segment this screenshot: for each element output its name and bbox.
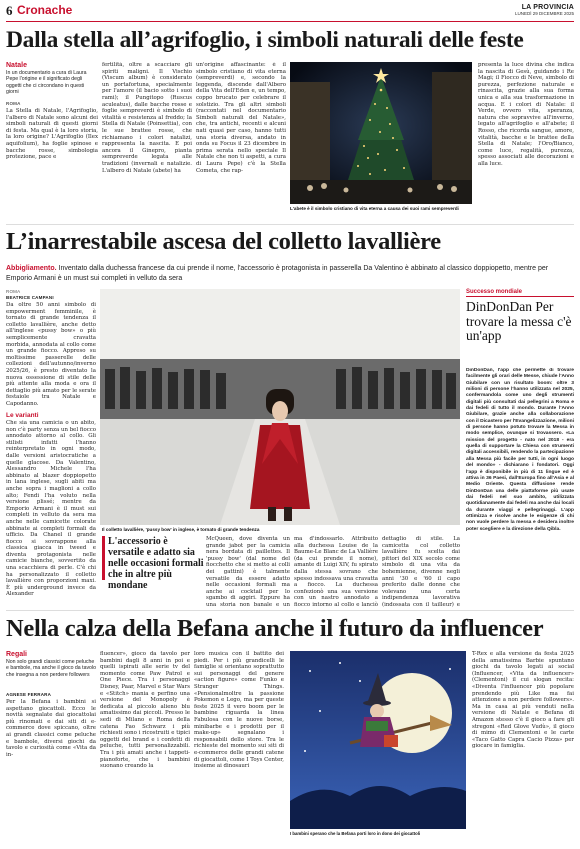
article3-column-5: T-Rex e alla versione da festa 2025 della amatissima Barbie spuntano giochi da tavolo legati ai social (Influencer, «Vita da influencer» (Clementoni) il cui slogan recita: «Diventa l'influencer più popolare prendendo più Like ma fai attenzione a non perdere followers». Ma in casa ai più venduti nella versione di Natale e Befana di Amazon stesso c'è il gioco a fare gli stregoni «Red Glove Vudù», il gioco di mimo di Clementoni e le carte «Taco Gatto Capra Cacio Pizza» per giocare in famiglia. [472, 651, 574, 750]
article2-column-1b: Che sia una camicia o un abito, non c'è party senza un bel fiocco annodato attorno al collo. Gli stilisti infatti l'hanno reinterpretato in ogni modo, dalle versioni aristocratiche a quelle glacose. Da Valentino, Alessandro Michele l'ha abbinato al blazer doppiopetto in lana inglese, sugli abiti ma anche sopra i maglioni a collo alto; Fendi l'ha voluto nella versione plissé; mentre da Emporio Armani è il must sui completi in velluto da sera ma anche nelle camicette colorate abbinate ai completi formali da ufficio. Da Chanel il grande fiocco si sovrappone alla classica giacca in tweed e diventa protagonista nelle camicie bianche, sovvertito da una scacchiera di perle. C'è chi ha personalizzato il colletto lavallière con proporzioni maxi. È più underground invece da Alexander [6, 420, 96, 598]
section-name: Cronache [17, 3, 73, 17]
article1-column-3: un'origine affascinante: è il simbolo cristiano di vita eterna (sempreverdi) e, secondo la leggenda, discende dall'Albero della Vita dell'Eden e, un tempo, coppo brucato per celebrare il solstizio. Tra gli altri simboli (raccontati nel documentario Simboli naturali del Natale», che, tra antichi, recenti e alcuni nati quasi per caso, hanno tutti una storia diversa, andato in onda su Focus il 23 dicembre in prima serata nello speciale Il Natale che non ti aspetti, a cura di Laura Pepe) c'è la Stella Cometa, che rap- [196, 62, 286, 174]
christmas-tree-photo [290, 62, 472, 204]
runway-photo [100, 289, 460, 525]
article3-standfirst: Non solo grandi classici come peluche e bambole, ma anche il gioco da tavolo che insegna a non perdere followers [6, 659, 96, 678]
issue-date: LUNEDÌ 29 DICEMBRE 2025 [514, 11, 574, 16]
christmas-tree-illustration [290, 62, 472, 204]
befana-photo [290, 651, 466, 829]
article2-byline-name: BEATRICE CAMPANI [6, 295, 54, 300]
section-divider-2 [6, 610, 574, 611]
article1-photo-caption: L'abete è il simbolo cristiano di vita eterna a causa dei suoi rami sempreverdi [290, 206, 459, 211]
article2-headline: L’inarrestabile ascesa del colletto lavallière [6, 228, 441, 255]
article1-headline: Dalla stella all’agrifoglio, i simboli naturali delle feste [6, 27, 524, 53]
article2-column-1a: Da oltre 50 anni simbolo di empowerment femminile, è tornato di grande tendenza il colletto lavallière, anche detto all'inglese «pussy bow» o più semplicemente cravatta morbida, annodata al collo come un grande fiocco. Appreso su moltissime passerelle delle collezioni dell'autunno/inverno 2025/26, è presto diventato la nuova ossessione di stile delle più attente alla moda e ora il dettaglio più amato per le serate festaiole tra Natale e Capodanno. [6, 302, 96, 407]
article3-byline: AGNESE FERRARA [6, 692, 52, 697]
masthead: LA PROVINCIA [521, 4, 574, 11]
page-number: 6 [6, 3, 13, 18]
article2-kicker: Abbigliamento. [6, 265, 57, 272]
article1-column-1: La Stella di Natale, l'Agrifoglio, l'albero di Natale sono alcuni dei simboli naturali di questi giorni di festa. Ma qual è la loro storia, la loro origine? L'Agrifoglio (Ilex aquifolium), ha foglie spinose e bacche rosse, simbologia protezione, pace e [6, 108, 98, 161]
article3-photo-caption: I bambini sperano che la Befana porti loro in dono dei giocattoli [290, 831, 421, 836]
article2-deck [6, 264, 574, 283]
article2-deck-text: Inventato dalla duchessa francese da cui prende il nome, l'accessorio è protagonista in passerella Da Valentino è abbinato al classico doppiopetto, mentre per Emporio Armani è un must sui completi in velluto da sera [6, 265, 549, 282]
sidebar-title: DinDonDan Per trovare la messa c'è un'app [466, 299, 572, 343]
header-rule [6, 21, 574, 22]
sidebar-body: DinDonDan, l'app che permette di trovare facilmente gli orari delle Messe, chiude l'Anno Giubilare con un risultato boom: oltre 3 milioni di persone l'hanno utilizzata nel 2025, confermandola come uno degli strumenti digitali più consultati dai pellegrini a Roma e dai fedeli di tutto il mondo. Durante l'Anno Giubilare, grazie anche alla collaborazione con il Dicastero per l'Evangelizzazione, milioni di persone hanno potuto trovare la Messa in modo semplice, ovunque si trovassero. «La mission del progetto - nato nel 2018 - era quella di supportare la Chiesa con strumenti digitali accessibili, rendendo la partecipazione alla Messa più facile per tutti, in ogni luogo del mondo» - dichiarano i fondatori. Oggi l'app è disponibile in più di 11 lingue ed è attiva in 36 Paesi, dall'Europa fino all'Asia e al Medio Oriente. Questa diffusione rende DinDonDan una delle piattaforme più usate dai fedeli nel suo ambito, utilizzata quotidianamente dai fedeli ma anche dai locali da durante viaggi e pellegrinaggi. L'app ottimizza e risolve anche le esigenze di chi non vuole perdere la messa e desidera inoltre poter scegliere e la direzione della Qibla. [466, 368, 574, 532]
article3-column-1: Per la Befana i bambini si aspettano giocattoli. Ecco le novità segnalate dai giocattolai più rinomati e dai siti di e-commerce dove spiccano, oltre ai grandi classici come peluche e bambole, diversi giochi da tavolo e curiosità come «Vita da in- [6, 699, 96, 758]
article1-byline: ROMA [6, 101, 21, 106]
pull-quote-bar [102, 536, 105, 580]
befana-illustration [290, 651, 466, 829]
article3-column-3: loro musica con il battito dei piedi. Per i più grandicelli le famiglie si orientano soprattutto sui personaggi del genere «action figure» come Funko e Stranger Things. «Pensionalmoltre la passione Pokemon e Lego, ma per queste feste 2025 il vero boom per le bambine riguarda la linea Fabulosa con le nuove borse, minibarbe e i prodotti per il make-up» segnalano i responsabili dello store. Tra le richieste del momento sui siti di e-commerce delle grandi catene di giocattoli, come I Toys Center, insieme ai dinosauri [194, 651, 284, 770]
article2-column-3: McQueen, dove diventa un grande jabot per la camicia nera bordata di paillettes. Il 'pussy bow' (dal nome del fiocchetto che si metto ai colli dei gattini) è talmente versatile da essere adatto nelle occasioni formali ma anche ai cocktail per lo sgambo di aggiri. Eppure ha una storia non banale e un [206, 536, 290, 608]
article1-column-5: presenta la luce divina che indica la nascita di Gesù, guidando i Re Magi; il Fiocco di Neve, simbolo di purezza, perfezione naturale e rinascita, grazie alla sua forma unica e alla sua trasformazione in acqua. E i colori di Natale: il Verde, ovvero vita, speranza, natura che sopravvive all'inverno, legato all'agrifoglio e all'abete; il Rosso, che ricorda sangue, amore, vitalità, bacche e le brattee della Stella di Natale; l'Oro/Bianco, come luce, regalità, purezza, spesso associati alle decorazioni e alla luce. [478, 62, 574, 167]
article2-photo-caption: Il colletto lavallière, 'pussy bow' in inglese, è tornato di grande tendenza [102, 527, 260, 532]
sidebar-rule [466, 296, 574, 297]
sidebar-kicker: Successo mondiale [466, 289, 523, 295]
article2-pull-quote: L'accessorio è versatile e adatto sia nelle occasioni formali che in altre più mondane [108, 536, 204, 591]
article2-column-5: dettaglio di stile. La camicetta col colletto lavallière fu scelta dai pittori del XIX secolo come simbolo di una vita da bohemienne, divenne negli anni '30 e '60 il capo preferito dalle donne che volevano una certa indipendenza lavorativa (indossata con il tailleur) e [382, 536, 460, 608]
section-divider-1 [6, 224, 574, 225]
article3-column-2: fluencer», gioco da tavolo per bambini dagli 8 anni in poi e quelli ispirati alle serie tv del momento come Paw Patrol e One Piece. Tra i personaggi Disney, Paar, Marvel e Star Wars e «Stitch» mania e perfino una versione del Monopoly è dedicata al piccolo alieno blu amatissimo dai piccoli. Presso le sedi di Milano e Roma della catena Fao Schwarz i più richiesti sono i ricostruiti e tipici oggetti del brand e i confetti di peluche, tutti personalizzabili. Tra i più amati anche i tappeti-pianoforte, che i bambini suonano creando la [100, 651, 190, 770]
article1-column-2: fertilità, oltre a scacciare gli spiriti maligni. Il Vischio (Viscum album) è considerato un portafortuna, specialmente per l'amore (il bacio sotto i suoi rami); il Pungitopo (Ruscus aculeatus), dalle bacche rosse e foglie sempreverdi è simbolo di vitalità e resistenza al freddo; la Stella di Natale (Poinsettia), con le sue brattee rosse, che richiamano i colori natalizi, rappresenta la nascita. E poi ancora il Ginepro, pianta sempreverde legata alle tradizioni (invernali e natalizie. L'albero di Natale (abete) ha [102, 62, 192, 174]
article2-column-4: ma d'indossarlo. Attribuito alla duchessa Louise de la Baume-Le Blanc de La Vallière (da cui prende il nome), amante di Luigi XIV, fu spirato dalla stessa sovrano che spesso indossava una cravatta a fiocco. La duchessa confezionò una sua versione con un nastro annodato a fiocco intorno al collo e lanciò [294, 536, 378, 608]
runway-illustration [100, 289, 460, 525]
article3-kicker: Regali [6, 651, 28, 658]
article1-kicker: Natale [6, 62, 28, 69]
article3-headline: Nella calza della Befana anche il futuro da influencer [6, 615, 544, 642]
article2-byline-city: ROMA [6, 289, 21, 294]
article2-subhead: Le varianti [6, 412, 39, 419]
article1-standfirst: In un documentario a cura di Laura Pepe l'origine e il significato degli oggetti che ci circondano in questi giorni [6, 70, 87, 96]
